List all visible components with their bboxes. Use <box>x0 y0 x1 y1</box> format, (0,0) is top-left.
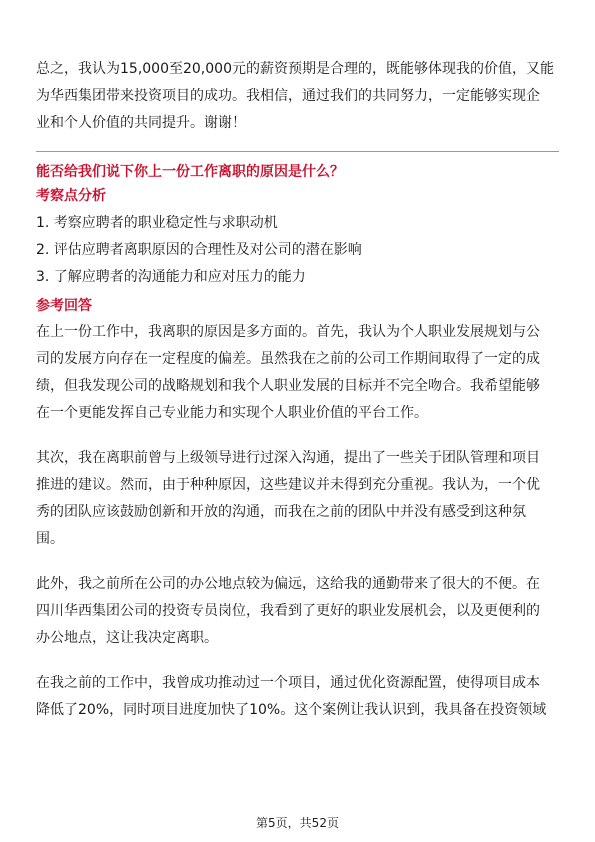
analysis-point: 2. 评估应聘者离职原因的合理性及对公司的潜在影响 <box>36 242 362 258</box>
page-footer: 第5页，共52页 <box>256 816 339 830</box>
analysis-points <box>36 210 559 291</box>
analysis-point: 3. 了解应聘者的沟通能力和应对压力的能力 <box>36 269 306 285</box>
answer-body <box>36 319 559 724</box>
intro-paragraph: 总之，我认为15,000至20,000元的薪资预期是合理的，既能够体现我的价值，又能 为华西集团带来投资项目的成功。我相信，通过我们的共同努力，一定能够实现企 业和个人价值的共同提升。谢谢！ <box>36 61 554 131</box>
answer-paragraph: 其次，我在离职前曾与上级领导进行过深入沟通，提出了一些关于团队管理和项目 推进的建议。然而，由于种种原因，这些建议并未得到充分重视。我认为，一个优 秀的团队应该鼓励创新和开放的沟通，而我在之前的团队中并没有感受到这种氛 围。 <box>36 450 540 547</box>
answer-paragraph: 在上一份工作中，我离职的原因是多方面的。首先，我认为个人职业发展规划与公 司的发展方向存在一定程度的偏差。虽然我在之前的公司工作期间取得了一定的成 绩，但我发现公司的战略规划和我个人职业发展的目标并不完全吻合。我希望能够 在一个更能发挥自己专业能力和实现个人职业价值的平台工作。 <box>36 324 540 421</box>
answer-paragraph: 此外，我之前所在公司的办公地点较为偏远，这给我的通勤带来了很大的不便。在 四川华西集团公司的投资专员岗位，我看到了更好的职业发展机会，以及更便利的 办公地点，这让我决定离职。 <box>36 576 540 646</box>
answer-heading: 参考回答 <box>36 298 92 314</box>
analysis-point: 1. 考察应聘者的职业稳定性与求职动机 <box>36 215 278 231</box>
answer-paragraph: 在我之前的工作中，我曾成功推动过一个项目，通过优化资源配置，使得项目成本 降低了20%，同时项目进度加快了10%。这个案例让我认识到，我具备在投资领域 <box>36 675 547 718</box>
document-page <box>36 56 559 724</box>
section-divider <box>36 151 559 152</box>
question-title: 能否给我们说下你上一份工作离职的原因是什么？ <box>36 164 344 180</box>
analysis-heading: 考察点分析 <box>36 188 106 204</box>
